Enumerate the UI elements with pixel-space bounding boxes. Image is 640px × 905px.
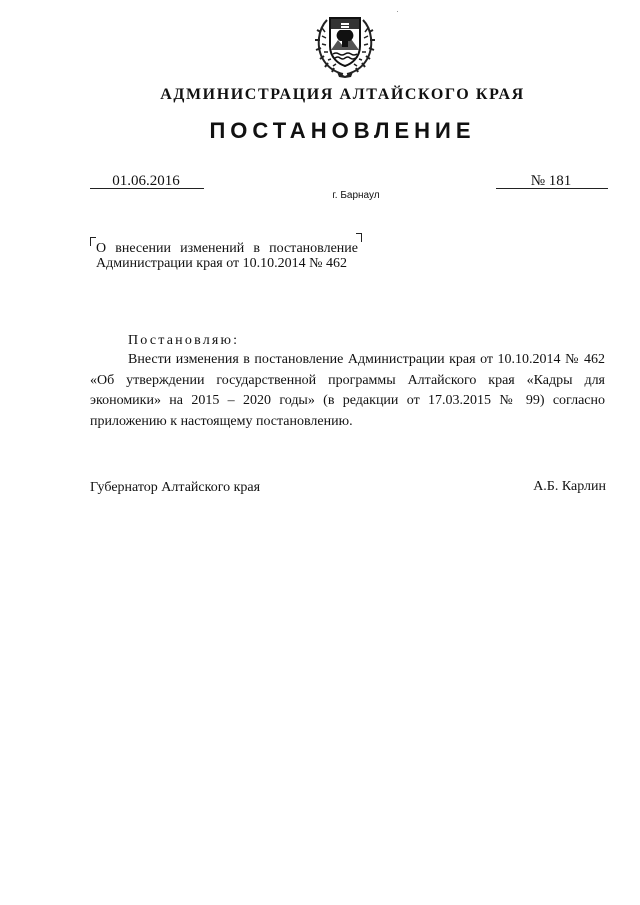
document-number: № 181 xyxy=(530,173,572,189)
document-date: 01.06.2016 xyxy=(112,173,180,189)
document-subject: О внесении изменений в постановление Администрации края от 10.10.2014 № 462 xyxy=(96,241,358,271)
coat-of-arms-icon xyxy=(313,10,377,80)
document-type-title: ПОСТАНОВЛЕНИЕ xyxy=(209,118,476,143)
signer-title: Губернатор Алтайского края xyxy=(90,480,261,495)
date-underline xyxy=(90,188,204,189)
resolution-text: Внести изменения в постановление Администрации края от 10.10.2014 № 462 «Об утверждении государственной программы Алтайского края «Кадры для экономики» на 2015 – 2020 годы» (в редакции от 17.03.2015 № 99) согласно приложению к настоящему постановлению. xyxy=(90,352,605,429)
signer-name: А.Б. Карлин xyxy=(533,479,606,494)
number-underline xyxy=(496,188,608,189)
city-name: г. Барнаул xyxy=(332,190,380,201)
resolve-heading: Постановляю: xyxy=(128,333,240,348)
organization-name: АДМИНИСТРАЦИЯ АЛТАЙСКОГО КРАЯ xyxy=(160,86,525,103)
scan-speck xyxy=(397,11,398,12)
